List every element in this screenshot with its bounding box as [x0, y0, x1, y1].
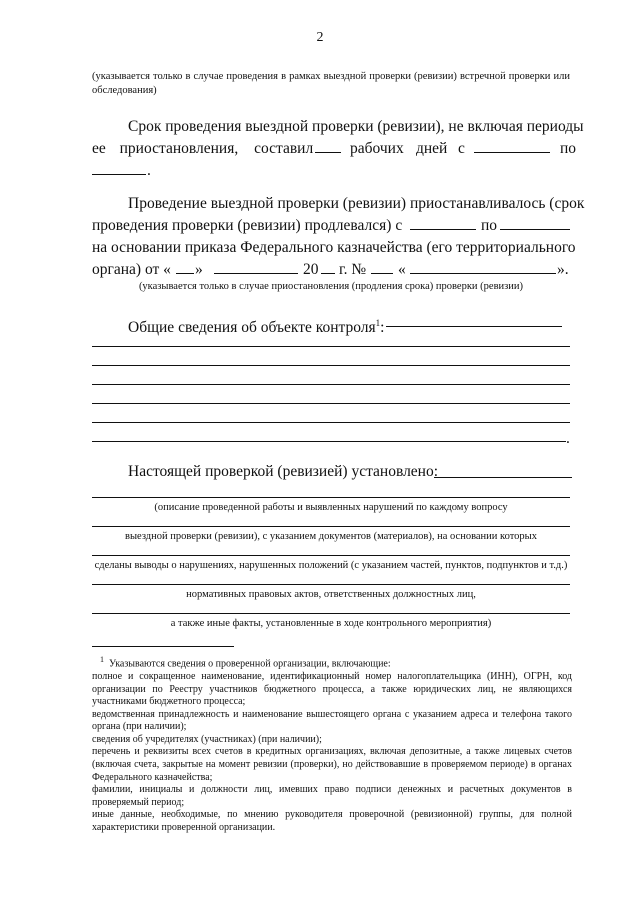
general-line-2 [92, 365, 570, 366]
footnote-item: иные данные, необходимые, по мнению руководителя проверочной (ревизионной) группы, для полной характеристики проверенной организации. [92, 809, 572, 834]
blank-susp-to [500, 229, 570, 230]
findings-caption-5: а также иные факты, установленные в ходе контрольного мероприятия) [170, 618, 492, 629]
blank-date-from [474, 152, 550, 153]
footnote-item: полное и сокращенное наименование, идентификационный номер налогоплательщика (ИНН), ОГРН, код организации по Реестру участников бюджетного процесса, а также юридических лиц, не являющихся участниками бюджетного процесса; [92, 670, 572, 708]
blank-date-to [92, 174, 146, 175]
blank-findings [434, 477, 572, 478]
period-line-1: Срок проведения выездной проверки (ревизии), не включая периоды [128, 118, 584, 135]
blank-general [386, 326, 562, 327]
suspension-line-2: проведения проверки (ревизии) продлевался) с [92, 217, 403, 234]
document-page: 2 (указывается только в случае проведения в рамках выездной проверки (ревизии) встречной проверки или обследования) Срок проведения выездной проверки (ревизии), не включая периоды ее приостановления, составил рабочих дней с по . Проведение выездной проверки (ревизии) приостанавливалось (срок проведения проверки (ревизии) продлевался) с по на основании приказа Федерального казначейства (его территориального органа) от « » 20 г. № « ». (указывается только в случае приостановления (продления срока) проверки (ревизии) Общие сведения об объекте контроля$^1$: . Настоящей проверкой (ревизией) установлено: (описание проведенной работы и выявленных нарушений по каждому вопросу выездной проверки (ревизии), с указанием документов (материалов), на основании которых сделаны выводы о нарушениях, нарушенных положений (с указанием частей, пунктов, подпунктов и т.д.) нормативных правовых актов, ответственных должностных лиц, а также иные факты, установленные в ходе контрольного мероприятия) $^1$ Указываются сведения о проверенной организации, включающие: полное и сокращенное наименование, идентификационный номер налогоплательщика (ИНН), ОГРН, код организации по Реестру участников бюджетного процесса, а также юридических лиц, не являющихся участниками бюджетного процесса; ведомственная принадлежность и наименование вышестоящего органа с указанием адреса и телефона такого органа (при наличии); сведения об учредителях (участниках) (при наличии); перечень и реквизиты всех счетов в кредитных организациях, включая депозитные, а также лицевых счетов (включая счета, закрытые на момент ревизии (проверки), но действовавшие в проверяемом периоде) в органах Федерального казначейства; фамилии, инициалы и должности лиц, имевших право подписи денежных и расчетных документов в проверяемый период; иные данные, необходимые, по мнению руководителя проверочной (ревизионной) группы, для полной характеристики проверенной организации. [0, 0, 640, 905]
blank-month [214, 273, 298, 274]
findings-title: Настоящей проверкой (ревизией) установлено: [128, 463, 439, 480]
suspension-note: (указывается только в случае приостановления (продления срока) проверки (ревизии) [138, 281, 524, 292]
footnote-ref: 1 [375, 318, 381, 328]
blank-order-name [410, 273, 556, 274]
general-line-6 [92, 441, 566, 442]
footnote-intro: $^1$ Указываются сведения о проверенной организации, включающие: [100, 655, 391, 670]
blank-days [315, 152, 341, 153]
general-line-1 [92, 346, 570, 347]
blank-year [321, 273, 335, 274]
blank-order-no [371, 273, 393, 274]
suspension-line-3: на основании приказа Федерального казначейства (его территориального [92, 239, 576, 256]
footnote-separator [92, 646, 234, 647]
general-line-3 [92, 384, 570, 385]
general-title: Общие сведения об объекте контроля$^1$: [128, 318, 385, 337]
page-number: 2 [316, 30, 324, 45]
suspension-line-1: Проведение выездной проверки (ревизии) приостанавливалось (срок [128, 195, 585, 212]
findings-caption-4: нормативных правовых актов, ответственных должностных лиц, [186, 589, 476, 600]
blank-susp-from [410, 229, 476, 230]
footnote-item: ведомственная принадлежность и наименование вышестоящего органа с указанием адреса и телефона такого органа (при наличии); [92, 708, 572, 733]
footnote-item: фамилии, инициалы и должности лиц, имевших право подписи денежных и расчетных документов в проверяемый период; [92, 784, 572, 808]
findings-caption-3: сделаны выводы о нарушениях, нарушенных положений (с указанием частей, пунктов, подпунктов и т.д.) [94, 560, 568, 571]
findings-caption-2: выездной проверки (ревизии), с указанием документов (материалов), на основании которых [125, 531, 537, 542]
general-line-5 [92, 422, 570, 423]
footnote [92, 654, 572, 835]
note-visiting: (указывается только в случае проведения в рамках выездной проверки (ревизии) встречной проверки или обследования) [92, 71, 570, 96]
footnote-item: перечень и реквизиты всех счетов в кредитных организациях, включая депозитные, а также лицевых счетов (включая счета, закрытые на момент ревизии (проверки), но действовавшие в проверяемом периоде) в органах Федерального казначейства; [92, 746, 572, 783]
general-line-4 [92, 403, 570, 404]
blank-day [176, 273, 194, 274]
period-line-2: ее приостановления, составил [92, 140, 314, 157]
footnote-item: сведения об учредителях (участниках) (при наличии); [92, 733, 322, 745]
findings-caption-1: (описание проведенной работы и выявленных нарушений по каждому вопросу [154, 502, 508, 513]
